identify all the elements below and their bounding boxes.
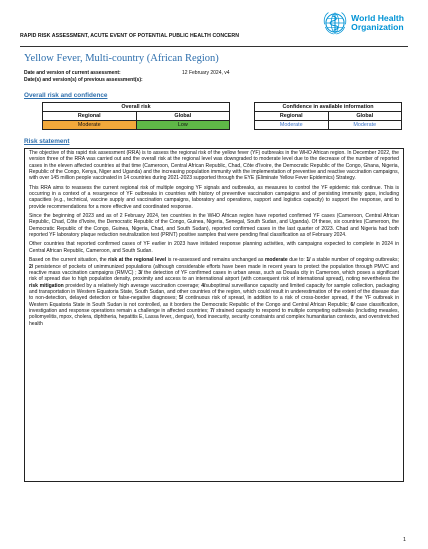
previous-label: Date(s) and version(s) of previous assessment(s): [24,77,143,83]
text-run-bold: risk at the regional level [108,257,167,264]
who-wordmark [351,14,404,31]
who-wordmark-line2: Organization [351,22,404,32]
text-run: persistence of pockets of unimmunized populations (although considerable efforts have been made in recent years to protect the population through PMVC and reactive mass vaccination campaigns (RMVC) ; [29,263,399,276]
text-run: case classification, investigation and response operations remain a challenge in affected countries; [29,301,399,314]
confidence-table [254,102,402,130]
statement-paragraph: The objective of this rapid risk assessment (RRA) is to assess the regional risk of the yellow fever (YF) outbreaks in the WHO African region. In December 2022, the version three of the RRA was carried out and the overall risk at the regional level was downgraded to moderate level due to the decrease of the number of reported cases in the eleven affected countries at that time (Cameroon, Central African Republic, Chad, Côte d'Ivoire, the Democratic Republic of the Congo, Ghana, Nigeria, Republic of the Congo, Kenya, Niger and Uganda) and the increasing population immunity with the implementation of preventive and reactive vaccination campaigns, with over 145 million people vaccinated in 14 countries during 2021-2023 supported through the EYE (Eliminate Yellow Fever Epidemics) Strategy. [29,150,399,182]
text-run: strained capacity to respond to multiple competing outbreaks (including measles, poliomyelitis, mpox, cholera, diphtheria, hepatitis E, Lassa fever,, dengue), food insecurity, security constraints and complex humanitarian contexts, and overstretched health [29,307,399,327]
text-run-bold: 7/ [210,307,215,314]
text-run-bold: 4/ [201,282,206,289]
text-run: Based on the current situation, the [29,257,109,264]
overall-risk-heading: Overall risk and confidence [24,92,108,99]
page-header [20,10,408,44]
text-run: suboptimal surveillance capacity and limited capacity for sample collection, packaging and transportation in Western Equatoria State, South Sudan, and other countries of the region, which could result in underestimation of the extent of the disease due to non-detection, delayed detection or false-negative diagnoses; [29,282,399,302]
assessment-meta [24,70,408,84]
text-run: a stable number of ongoing outbreaks; [310,257,399,264]
who-logo [322,10,404,36]
page-number: 1 [402,537,406,543]
text-run: is re-assessed and remains unchanged as [166,257,265,264]
overall-risk-title: Overall risk [43,103,230,112]
overall-risk-table [42,102,230,130]
text-run: provided by a relatively high average vaccination coverage; [63,282,202,289]
text-run-bold: 5/ [179,295,184,302]
statement-paragraph-risk [29,257,399,327]
date-value: 12 February 2024, v4 [182,70,230,76]
regional-confidence-value: Moderate [255,121,329,130]
date-label: Date and version of current assessment: [24,70,121,76]
risk-statement-box [24,148,404,482]
statement-paragraph: Other countries that reported confirmed cases of YF earlier in 2023 have initiated response planning activities, with campaigns expected to complete in 2024 in Central African Republic, Cameroon, and South Sudan. [29,241,399,254]
text-run-bold: 6/ [350,301,355,308]
header-title: RAPID RISK ASSESSMENT, ACUTE EVENT OF POTENTIAL PUBLIC HEALTH CONCERN [20,33,240,39]
global-confidence-value: Moderate [328,121,402,130]
who-wordmark-line1: World Health [351,13,404,24]
date-row [24,70,408,77]
text-run-bold: 1/ [306,257,311,264]
statement-paragraph: Since the beginning of 2023 and as of 2 February 2024, ten countries in the WHO African region have reported confirmed YF cases (Cameroon, Central African Republic, Chad, Côte d'Ivoire, the Democratic Republic of the Congo, Guinea, Nigeria, Senegal, South Sudan, and Uganda). Of these, six countries (Cameroon, the Democratic Republic of the Congo, Guinea, Nigeria, Chad, and South Sudan), reported confirmed cases in the last quarter of 2023. Chad and Nigeria had both reported YF laboratory plaque reduction neutralization test (PRNT) positive samples that were pending final classification as of February 2024. [29,213,399,239]
risk-col-global: Global [136,112,229,121]
risk-tables [42,102,402,130]
confidence-col-regional: Regional [255,112,329,121]
previous-row [24,77,408,84]
text-run: the detection of YF confirmed cases in urban areas, such as Douala city in Cameroon, which poses a significant risk of spread due to high population density, proximity and access to an international airport (with consequent risk of international spread), noting nevertheless the [29,269,400,283]
text-run-bold: 3/ [138,269,143,276]
risk-col-regional: Regional [43,112,137,121]
document-title: Yellow Fever, Multi-country (African Region) [24,53,219,64]
statement-paragraph: This RRA aims to reassess the current regional risk of multiple ongoing YF signals and outbreaks, as measures to control the YF epidemic risk continue. This is occurring in a context of a resurgence of YF outbreaks in countries with history of preventive vaccination campaigns and of persisting immunity gaps, including capacities (e.g., technical, vaccine supply and vaccination campaigns, laboratory and operations, support and logistics capacity) to support the response, and to provide recommendations for a more effective and coordinated response. [29,184,399,210]
text-run: continuous risk of spread, in addition to a risk of cross-border spread, if the YF outbreak in Western Equatoria State in South Sudan is not controlled, as it borders the Democratic Republic of the Congo and Central African Republic; [29,295,400,308]
text-run-bold: risk mitigation [29,282,64,289]
risk-statement-heading: Risk statement [24,138,70,145]
text-run: due to: [287,257,307,264]
text-run-bold: 2/ [29,263,34,270]
regional-risk-value: Moderate [43,121,137,130]
who-emblem-icon [322,10,348,36]
global-risk-value: Low [136,121,229,130]
text-run-bold: moderate [264,257,288,264]
confidence-col-global: Global [328,112,402,121]
confidence-title: Confidence in available information [255,103,402,112]
header-divider [20,46,408,47]
